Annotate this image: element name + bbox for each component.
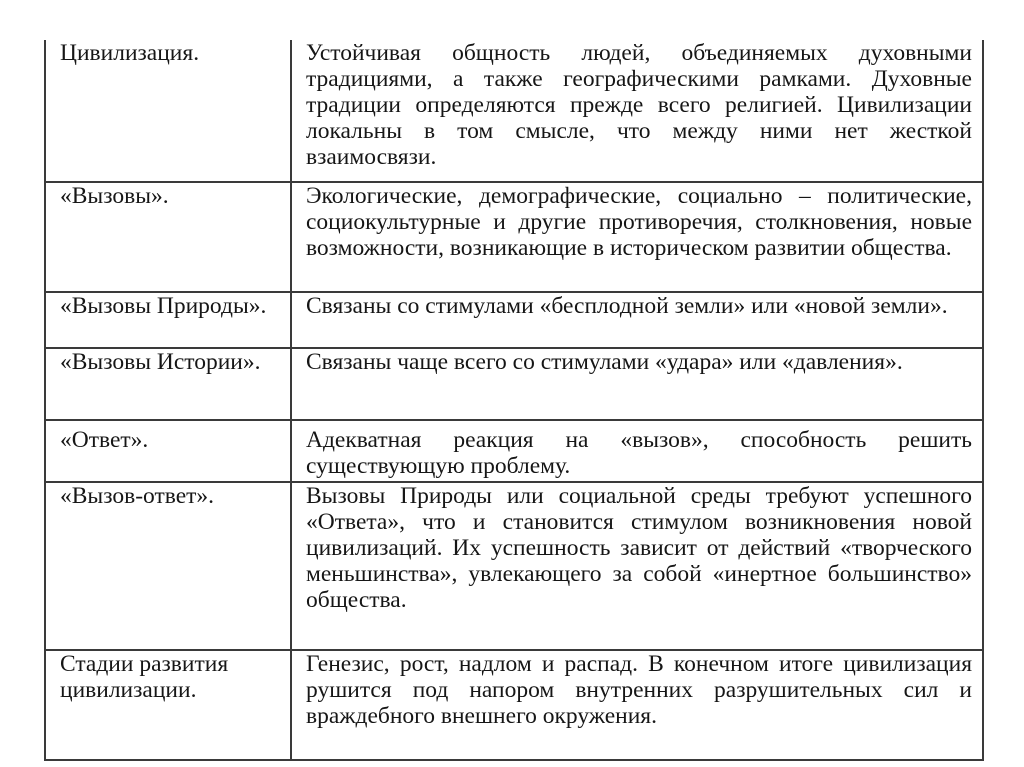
table-row-civilization <box>45 40 983 182</box>
table-row-nature-challenges <box>45 292 983 348</box>
table-row-history-challenges <box>45 348 983 420</box>
term-text: Цивилизация. <box>60 40 200 66</box>
term-text: «Ответ». <box>60 427 149 453</box>
term-cell <box>45 482 291 650</box>
table-row-challenge-response <box>45 482 983 650</box>
term-text: «Вызовы». <box>60 183 169 209</box>
definition-text: Генезис, рост, надлом и распад. В конечном итоге цивилизация рушится под напором внутренних разрушительных сил и враждебного внешнего окружения. <box>306 651 972 729</box>
term-text: Стадии развития цивилизации. <box>60 651 229 703</box>
definition-cell <box>291 292 983 348</box>
term-cell <box>45 420 291 482</box>
definition-text: Связаны со стимулами «бесплодной земли» или «новой земли». <box>306 293 948 319</box>
term-text: «Вызов-ответ». <box>60 483 215 509</box>
definition-text: Адекватная реакция на «вызов», способность решить существующую проблему. <box>306 427 972 479</box>
term-cell <box>45 182 291 292</box>
term-cell <box>45 292 291 348</box>
definition-cell <box>291 40 983 182</box>
definition-cell <box>291 348 983 420</box>
term-cell <box>45 348 291 420</box>
definition-text: Устойчивая общность людей, объединяемых духовными традициями, а также географическими рамками. Духовные традиции определяются прежде всего религией. Цивилизации локальны в том смысле, что между ними нет жесткой взаимосвязи. <box>306 40 972 170</box>
terms-table <box>44 40 984 761</box>
term-cell <box>45 650 291 760</box>
definition-text: Вызовы Природы или социальной среды требуют успешного «Ответа», что и становится стимулом возникновения новой цивилизаций. Их успешность зависит от действий «творческого меньшинства», увлекающего за собой «инертное большинство» общества. <box>306 483 972 613</box>
term-text: «Вызовы Природы». <box>60 293 267 319</box>
table-row-development-stages <box>45 650 983 760</box>
table-row-challenges <box>45 182 983 292</box>
definition-cell <box>291 420 983 482</box>
definition-cell <box>291 182 983 292</box>
term-text: «Вызовы Истории». <box>60 349 261 375</box>
definition-cell <box>291 650 983 760</box>
definition-text: Экологические, демографические, социально – политические, социокультурные и другие противоречия, столкновения, новые возможности, возникающие в историческом развитии общества. <box>306 183 972 261</box>
table-row-response <box>45 420 983 482</box>
definition-cell <box>291 482 983 650</box>
definition-text: Связаны чаще всего со стимулами «удара» или «давления». <box>306 349 903 375</box>
term-cell <box>45 40 291 182</box>
